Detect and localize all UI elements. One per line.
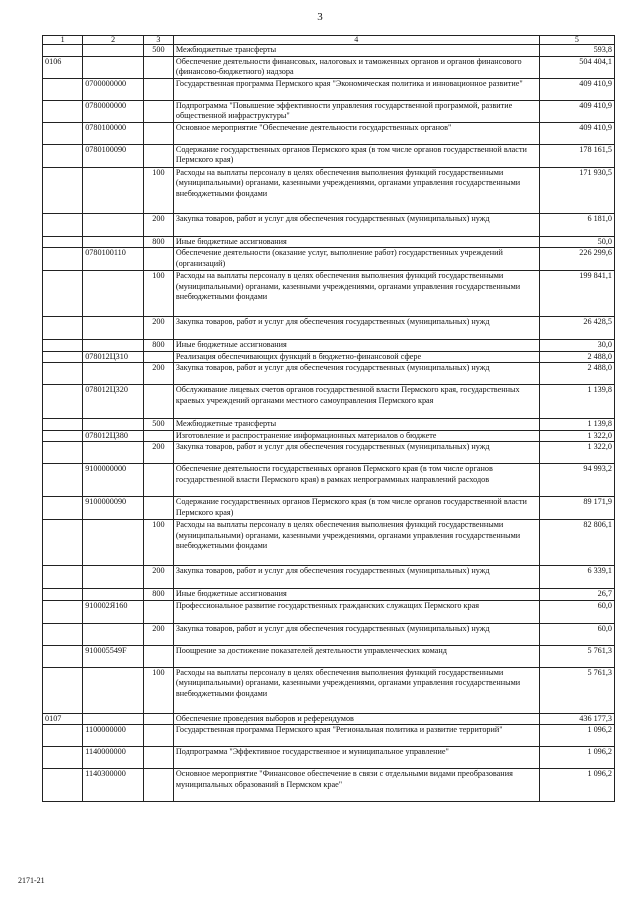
section-code-cell (43, 667, 83, 713)
page-number: 3 (317, 11, 323, 23)
header-cell-3: 3 (143, 36, 173, 45)
target-code-cell: 910002Я160 (83, 600, 144, 623)
section-code-cell (43, 566, 83, 589)
amount-cell: 504 404,1 (539, 56, 614, 78)
section-code-cell (43, 645, 83, 667)
table-row (43, 430, 615, 442)
amount-cell: 1 139,8 (539, 419, 614, 431)
table-row (43, 144, 615, 167)
section-code-cell: 0106 (43, 56, 83, 78)
expense-type-cell (143, 747, 173, 769)
table-row (43, 589, 615, 601)
amount-cell: 436 177,3 (539, 713, 614, 725)
section-code-cell (43, 623, 83, 645)
amount-cell: 5 761,3 (539, 667, 614, 713)
section-code-cell (43, 340, 83, 352)
amount-cell: 50,0 (539, 236, 614, 248)
expense-type-cell (143, 713, 173, 725)
amount-cell: 6 339,1 (539, 566, 614, 589)
description-cell: Расходы на выплаты персоналу в целях обеспечения выполнения функций государственными (муниципальными) органами, казенными учреждениями, органами управления государственными внебюджетными фондами (173, 271, 539, 317)
amount-cell: 171 930,5 (539, 167, 614, 213)
table-row (43, 725, 615, 747)
expense-type-cell: 100 (143, 667, 173, 713)
target-code-cell: 1140300000 (83, 769, 144, 802)
target-code-cell (83, 520, 144, 566)
expense-type-cell: 100 (143, 271, 173, 317)
expense-type-cell: 200 (143, 623, 173, 645)
amount-cell: 5 761,3 (539, 645, 614, 667)
expense-type-cell (143, 600, 173, 623)
target-code-cell: 0780100110 (83, 248, 144, 271)
expense-type-cell (143, 769, 173, 802)
description-cell: Иные бюджетные ассигнования (173, 236, 539, 248)
expense-type-cell (143, 144, 173, 167)
table-row (43, 520, 615, 566)
target-code-cell: 0780100090 (83, 144, 144, 167)
description-cell: Иные бюджетные ассигнования (173, 340, 539, 352)
table-row (43, 56, 615, 78)
target-code-cell: 1140000000 (83, 747, 144, 769)
section-code-cell (43, 589, 83, 601)
section-code-cell (43, 442, 83, 464)
amount-cell: 409 410,9 (539, 100, 614, 122)
target-code-cell (83, 667, 144, 713)
description-cell: Обслуживание лицевых счетов органов государственной власти Пермского края, государственных краевых учреждений органами местного самоуправления Пермского края (173, 385, 539, 419)
expense-type-cell (143, 78, 173, 100)
amount-cell: 409 410,9 (539, 122, 614, 144)
section-code-cell (43, 122, 83, 144)
budget-table (42, 35, 615, 802)
description-cell: Обеспечение деятельности (оказание услуг, выполнение работ) государственных учреждений (организаций) (173, 248, 539, 271)
target-code-cell: 078012Ц320 (83, 385, 144, 419)
target-code-cell (83, 419, 144, 431)
amount-cell: 1 322,0 (539, 430, 614, 442)
section-code-cell: 0107 (43, 713, 83, 725)
expense-type-cell: 200 (143, 566, 173, 589)
table-row (43, 442, 615, 464)
section-code-cell (43, 167, 83, 213)
description-cell: Содержание государственных органов Пермского края (в том числе органов государственной власти Пермского края) (173, 144, 539, 167)
amount-cell: 26 428,5 (539, 317, 614, 340)
budget-table-body (43, 36, 615, 802)
expense-type-cell: 200 (143, 317, 173, 340)
section-code-cell (43, 144, 83, 167)
description-cell: Основное мероприятие "Финансовое обеспечение в связи с отдельными видами преобразования муниципальных образований в Пермском крае" (173, 769, 539, 802)
amount-cell: 26,7 (539, 589, 614, 601)
amount-cell: 199 841,1 (539, 271, 614, 317)
section-code-cell (43, 497, 83, 520)
expense-type-cell (143, 122, 173, 144)
section-code-cell (43, 317, 83, 340)
amount-cell: 60,0 (539, 600, 614, 623)
description-cell: Реализация обеспечивающих функций в бюджетно-финансовой сфере (173, 351, 539, 363)
description-cell: Основное мероприятие "Обеспечение деятельности государственных органов" (173, 122, 539, 144)
amount-cell: 30,0 (539, 340, 614, 352)
section-code-cell (43, 248, 83, 271)
description-cell: Межбюджетные трансферты (173, 45, 539, 57)
footer-code: 2171-21 (18, 876, 45, 885)
amount-cell: 409 410,9 (539, 78, 614, 100)
amount-cell: 2 488,0 (539, 351, 614, 363)
expense-type-cell (143, 430, 173, 442)
amount-cell: 60,0 (539, 623, 614, 645)
target-code-cell: 078012Ц380 (83, 430, 144, 442)
table-row (43, 713, 615, 725)
description-cell: Закупка товаров, работ и услуг для обеспечения государственных (муниципальных) нужд (173, 317, 539, 340)
description-cell: Подпрограмма "Эффективное государственное и муниципальное управление" (173, 747, 539, 769)
target-code-cell (83, 213, 144, 236)
target-code-cell (83, 167, 144, 213)
section-code-cell (43, 520, 83, 566)
section-code-cell (43, 236, 83, 248)
description-cell: Обеспечение проведения выборов и референдумов (173, 713, 539, 725)
section-code-cell (43, 385, 83, 419)
table-header-row (43, 36, 615, 45)
table-row (43, 248, 615, 271)
header-cell-2: 2 (83, 36, 144, 45)
expense-type-cell: 100 (143, 520, 173, 566)
description-cell: Профессиональное развитие государственных гражданских служащих Пермского края (173, 600, 539, 623)
amount-cell: 1 322,0 (539, 442, 614, 464)
expense-type-cell (143, 56, 173, 78)
target-code-cell: 078012Ц310 (83, 351, 144, 363)
header-cell-1: 1 (43, 36, 83, 45)
expense-type-cell (143, 351, 173, 363)
table-row (43, 769, 615, 802)
amount-cell: 178 161,5 (539, 144, 614, 167)
description-cell: Обеспечение деятельности государственных органов Пермского края (в том числе органов государственной власти Пермского края) в рамках непрограммных направлений расходов (173, 464, 539, 497)
header-cell-5: 5 (539, 36, 614, 45)
section-code-cell (43, 419, 83, 431)
description-cell: Государственная программа Пермского края "Экономическая политика и инновационное развитие" (173, 78, 539, 100)
expense-type-cell (143, 385, 173, 419)
amount-cell: 82 806,1 (539, 520, 614, 566)
description-cell: Государственная программа Пермского края "Региональная политика и развитие территорий" (173, 725, 539, 747)
description-cell: Поощрение за достижение показателей деятельности управленческих команд (173, 645, 539, 667)
target-code-cell (83, 442, 144, 464)
target-code-cell (83, 713, 144, 725)
expense-type-cell: 800 (143, 589, 173, 601)
description-cell: Закупка товаров, работ и услуг для обеспечения государственных (муниципальных) нужд (173, 623, 539, 645)
target-code-cell (83, 236, 144, 248)
section-code-cell (43, 725, 83, 747)
amount-cell: 6 181,0 (539, 213, 614, 236)
table-row (43, 363, 615, 385)
expense-type-cell: 200 (143, 213, 173, 236)
description-cell: Расходы на выплаты персоналу в целях обеспечения выполнения функций государственными (муниципальными) органами, казенными учреждениями, органами управления государственными внебюджетными фондами (173, 520, 539, 566)
target-code-cell (83, 56, 144, 78)
section-code-cell (43, 363, 83, 385)
amount-cell: 94 993,2 (539, 464, 614, 497)
expense-type-cell (143, 100, 173, 122)
table-row (43, 317, 615, 340)
description-cell: Закупка товаров, работ и услуг для обеспечения государственных (муниципальных) нужд (173, 363, 539, 385)
amount-cell: 2 488,0 (539, 363, 614, 385)
expense-type-cell: 200 (143, 363, 173, 385)
table-row (43, 45, 615, 57)
description-cell: Закупка товаров, работ и услуг для обеспечения государственных (муниципальных) нужд (173, 566, 539, 589)
target-code-cell (83, 271, 144, 317)
description-cell: Закупка товаров, работ и услуг для обеспечения государственных (муниципальных) нужд (173, 213, 539, 236)
section-code-cell (43, 747, 83, 769)
table-row (43, 351, 615, 363)
target-code-cell (83, 317, 144, 340)
description-cell: Содержание государственных органов Пермского края (в том числе органов государственной власти Пермского края) (173, 497, 539, 520)
expense-type-cell: 100 (143, 167, 173, 213)
description-cell: Расходы на выплаты персоналу в целях обеспечения выполнения функций государственными (муниципальными) органами, казенными учреждениями, органами управления государственными внебюджетными фондами (173, 667, 539, 713)
section-code-cell (43, 78, 83, 100)
section-code-cell (43, 464, 83, 497)
target-code-cell (83, 363, 144, 385)
expense-type-cell: 500 (143, 419, 173, 431)
target-code-cell: 9100000000 (83, 464, 144, 497)
table-row (43, 167, 615, 213)
table-row (43, 645, 615, 667)
table-row (43, 667, 615, 713)
section-code-cell (43, 769, 83, 802)
section-code-cell (43, 271, 83, 317)
target-code-cell: 0780100000 (83, 122, 144, 144)
target-code-cell: 0700000000 (83, 78, 144, 100)
table-row (43, 464, 615, 497)
section-code-cell (43, 430, 83, 442)
amount-cell: 1 096,2 (539, 747, 614, 769)
table-row (43, 566, 615, 589)
target-code-cell (83, 566, 144, 589)
expense-type-cell (143, 497, 173, 520)
table-row (43, 122, 615, 144)
target-code-cell (83, 623, 144, 645)
table-row (43, 747, 615, 769)
header-cell-4: 4 (173, 36, 539, 45)
table-row (43, 340, 615, 352)
target-code-cell (83, 45, 144, 57)
amount-cell: 226 299,6 (539, 248, 614, 271)
expense-type-cell (143, 248, 173, 271)
table-row (43, 497, 615, 520)
expense-type-cell: 200 (143, 442, 173, 464)
table-row (43, 100, 615, 122)
section-code-cell (43, 100, 83, 122)
amount-cell: 1 139,8 (539, 385, 614, 419)
description-cell: Подпрограмма "Повышение эффективности управления государственной программой, развитие общественной инфраструктуры" (173, 100, 539, 122)
section-code-cell (43, 213, 83, 236)
target-code-cell: 0780000000 (83, 100, 144, 122)
section-code-cell (43, 351, 83, 363)
description-cell: Обеспечение деятельности финансовых, налоговых и таможенных органов и органов финансового (финансово-бюджетного) надзора (173, 56, 539, 78)
expense-type-cell: 800 (143, 236, 173, 248)
table-row (43, 78, 615, 100)
target-code-cell: 9100000090 (83, 497, 144, 520)
target-code-cell: 1100000000 (83, 725, 144, 747)
table-row (43, 236, 615, 248)
description-cell: Межбюджетные трансферты (173, 419, 539, 431)
table-row (43, 271, 615, 317)
target-code-cell (83, 589, 144, 601)
expense-type-cell: 800 (143, 340, 173, 352)
amount-cell: 593,8 (539, 45, 614, 57)
table-row (43, 623, 615, 645)
expense-type-cell: 500 (143, 45, 173, 57)
target-code-cell: 910005549F (83, 645, 144, 667)
table-row (43, 600, 615, 623)
description-cell: Расходы на выплаты персоналу в целях обеспечения выполнения функций государственными (муниципальными) органами, казенными учреждениями, органами управления государственными внебюджетными фондами (173, 167, 539, 213)
description-cell: Закупка товаров, работ и услуг для обеспечения государственных (муниципальных) нужд (173, 442, 539, 464)
expense-type-cell (143, 464, 173, 497)
amount-cell: 1 096,2 (539, 725, 614, 747)
expense-type-cell (143, 645, 173, 667)
amount-cell: 89 171,9 (539, 497, 614, 520)
section-code-cell (43, 45, 83, 57)
description-cell: Иные бюджетные ассигнования (173, 589, 539, 601)
expense-type-cell (143, 725, 173, 747)
table-row (43, 213, 615, 236)
description-cell: Изготовление и распространение информационных материалов о бюджете (173, 430, 539, 442)
table-row (43, 419, 615, 431)
section-code-cell (43, 600, 83, 623)
table-row (43, 385, 615, 419)
target-code-cell (83, 340, 144, 352)
amount-cell: 1 096,2 (539, 769, 614, 802)
